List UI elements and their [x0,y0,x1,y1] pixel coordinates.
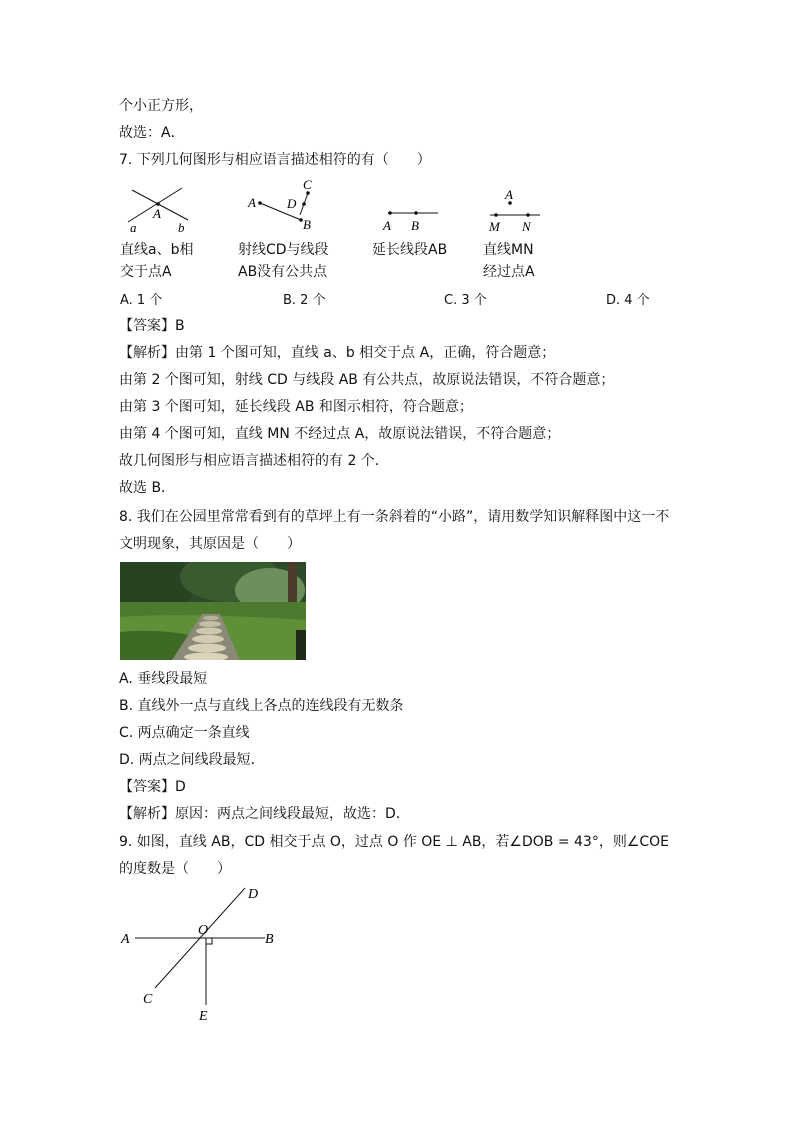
q7-figure-1 [120,180,200,236]
label-O: O [198,923,209,938]
explanation-line: 由第 4 个图可知，直线 MN 不经过点 A，故原说法错误，不符合题意； [119,426,561,442]
q7-option-a: A. 1 个 [120,293,163,308]
explanation-line: 故选 B． [119,480,176,496]
q7-caption-1 [120,239,193,283]
label-A: A [248,195,256,210]
q7-figure-4 [482,183,552,235]
label-b: b [178,220,185,235]
q7-option-b: B. 2 个 [283,293,326,308]
explanation-line: 【解析】由第 1 个图可知，直线 a、b 相交于点 A，正确，符合题意； [119,345,556,361]
q7-caption-3 [372,239,447,261]
question-7: 7. 下列几何图形与相应语言描述相符的有（ ） [119,152,431,168]
park-path-photo [120,562,306,660]
question-8: 8. 我们在公园里常常看到有的草坪上有一条斜着的“小路”，请用数学知识解释图中这一不 [119,509,670,525]
label-E: E [199,1009,208,1024]
label-B: B [303,217,311,232]
label-C: C [143,992,153,1007]
text-line: 故选：A． [119,125,185,141]
q7-figure-2 [245,177,325,235]
q9-figure [115,880,290,1030]
label-A: A [505,187,513,202]
q8-option-c: C. 两点确定一条直线 [119,725,250,741]
caption-line: 交于点A [120,264,172,280]
explanation-line: 故几何图形与相应语言描述相符的有 2 个． [119,453,389,469]
label-B: B [411,218,419,233]
label-A: A [153,206,161,221]
q7-option-d: D. 4 个 [606,293,650,308]
answer-7: 【答案】B [119,318,185,334]
question-9: 9. 如图，直线 AB，CD 相交于点 O，过点 O 作 OE ⊥ AB，若∠DOB = 43°，则∠COE [119,834,670,850]
label-N: N [522,219,531,234]
label-D: D [248,887,259,902]
question-9-cont: 的度数是（ ） [119,861,231,877]
caption-line: 射线CD与线段 [238,242,329,258]
label-A: A [383,218,391,233]
label-D: D [287,196,297,211]
caption-line: 直线MN [483,242,534,258]
explanation-line: 由第 3 个图可知，延长线段 AB 和图示相符，符合题意； [119,399,473,415]
q7-caption-2 [238,239,329,283]
explanation-8: 【解析】原因：两点之间线段最短，故选：D． [119,806,410,822]
q8-option-d: D. 两点之间线段最短． [119,752,265,768]
q7-figure-3 [380,200,450,234]
label-B: B [265,932,274,947]
text-line: 个小正方形， [119,98,203,114]
label-a: a [130,220,137,235]
q8-option-b: B. 直线外一点与直线上各点的连线段有无数条 [119,698,404,714]
caption-line: 经过点A [483,264,535,280]
label-A: A [121,932,130,947]
label-C: C [303,177,312,192]
q7-option-c: C. 3 个 [444,293,487,308]
q8-option-a: A. 垂线段最短 [119,671,208,687]
caption-line: 延长线段AB [372,242,448,258]
question-8-cont: 文明现象，其原因是（ ） [119,536,301,552]
caption-line: AB没有公共点 [238,264,328,280]
label-M: M [489,219,500,234]
caption-line: 直线a、b相 [120,242,194,258]
answer-8: 【答案】D [119,779,186,795]
explanation-line: 由第 2 个图可知，射线 CD 与线段 AB 有公共点，故原说法错误，不符合题意； [119,372,615,388]
q7-caption-4 [483,239,535,283]
